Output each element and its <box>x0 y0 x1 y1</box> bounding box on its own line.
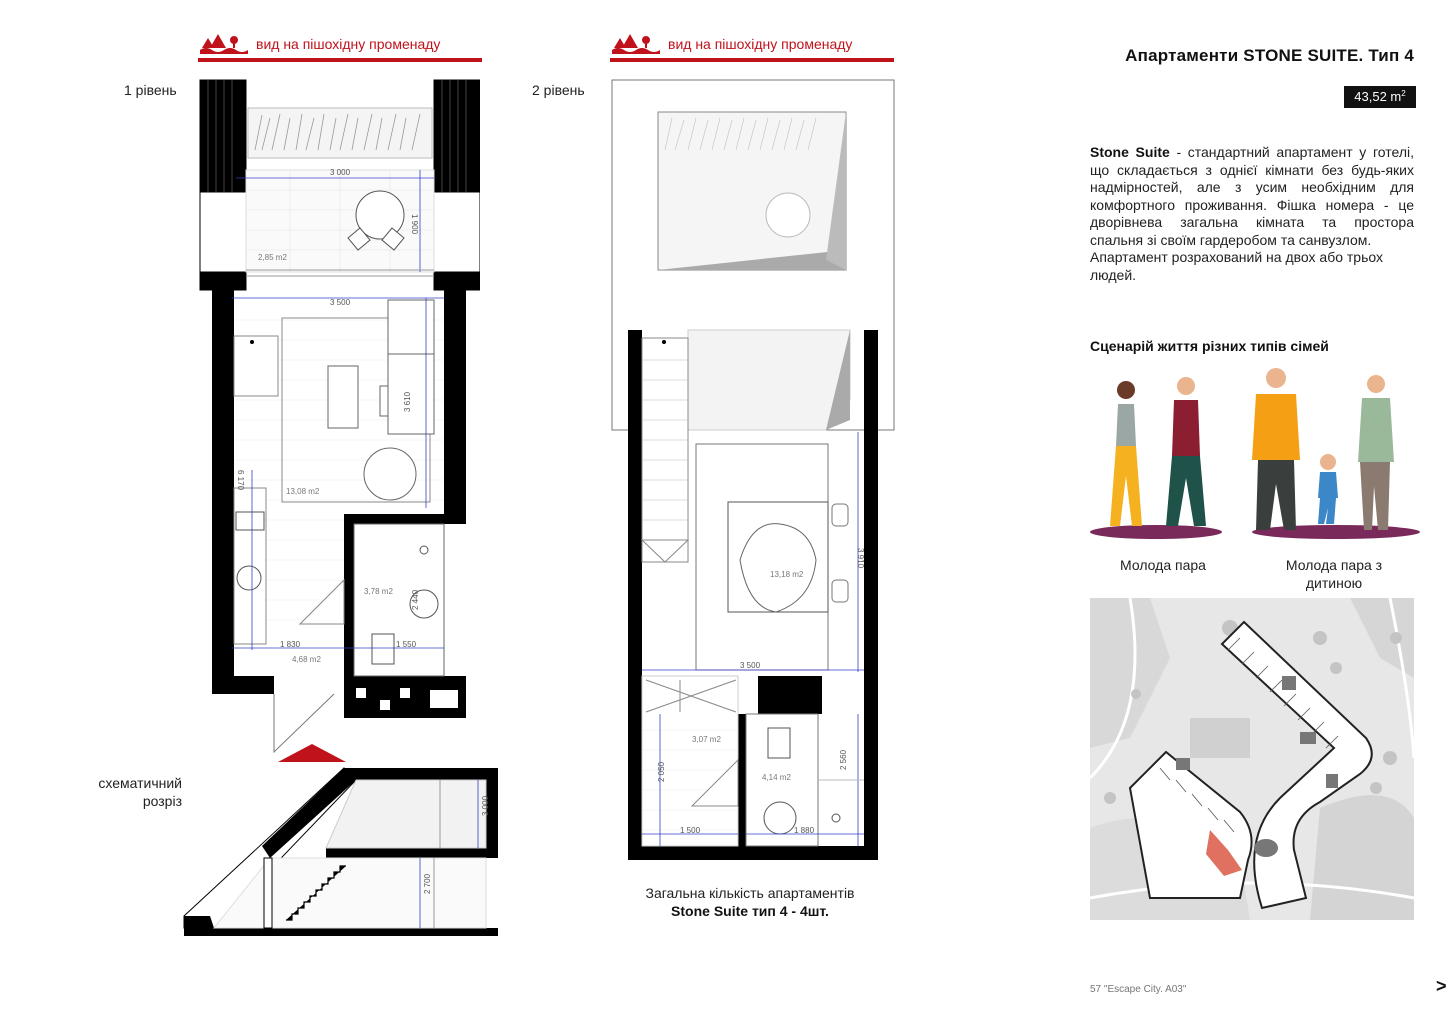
bed-height: 3 910 <box>856 548 865 569</box>
terrace-height: 1 900 <box>410 214 419 235</box>
area-badge <box>1344 86 1416 108</box>
next-page-arrow[interactable]: > <box>1436 976 1447 996</box>
bath-height: 2 440 <box>411 589 420 610</box>
promenade-icon <box>200 30 248 56</box>
view-banner-level2 <box>610 30 900 70</box>
level1-label: 1 рівень <box>124 82 177 98</box>
section-label: схематичний розріз <box>98 775 182 809</box>
area-unit-sup: 2 <box>1401 89 1406 98</box>
total-line1: Загальна кількість апартаментів <box>645 885 855 901</box>
section-upper-height: 3 000 <box>481 795 490 816</box>
bath-width: 1 550 <box>396 640 417 649</box>
bath2-width: 1 880 <box>794 826 815 835</box>
description <box>1090 144 1414 284</box>
total-height: 6 170 <box>236 470 245 491</box>
ward-area: 3,07 m2 <box>692 735 721 744</box>
living-width: 3 500 <box>330 298 351 307</box>
ward-height: 2 050 <box>657 761 666 782</box>
family-illustration <box>1090 366 1420 546</box>
page-footer: 57 "Escape City. A03" <box>1090 984 1187 995</box>
description-name: Stone Suite <box>1090 144 1170 160</box>
bath2-area: 4,14 m2 <box>762 773 791 782</box>
level2-width: 3 500 <box>740 661 761 670</box>
scenario-caption-1: Молода пара <box>1120 557 1206 573</box>
section-lower-height: 2 700 <box>423 873 432 894</box>
bath2-height: 2 560 <box>839 749 848 770</box>
area-value: 43,52 m <box>1354 89 1402 104</box>
ward-width: 1 500 <box>680 826 701 835</box>
scenario-title: Сценарій життя різних типів сімей <box>1090 338 1329 354</box>
living-height: 3 610 <box>403 391 412 412</box>
view-line <box>198 58 482 62</box>
terrace-area: 2,85 m2 <box>258 253 287 262</box>
level2-label: 2 рівень <box>532 82 585 98</box>
terrace-width: 3 000 <box>330 168 351 177</box>
total-line2: Stone Suite тип 4 - 4шт. <box>671 903 829 919</box>
bed-area: 13,18 m2 <box>770 570 804 579</box>
living-area: 13,08 m2 <box>286 487 320 496</box>
scenario-caption-2: Молода пара з дитиною <box>1285 557 1383 591</box>
promenade-icon <box>612 30 660 56</box>
description-text1: - стандартний апартамент у готелі, що складається з однієї кімнати без будь-яких надмірностей, але з усим необхідним для комфортного проживання. Фішка номера - це дворівнева загальна кімната та простора спальня зі своїм гардеробом та санвузлом. <box>1090 144 1414 248</box>
floor-plan-level2 <box>600 78 900 868</box>
description-text2: Апартамент розрахований на двох або трьох людей. <box>1090 249 1384 283</box>
apartment-total <box>590 884 910 920</box>
entry-width: 1 830 <box>280 640 301 649</box>
entry-area: 4,68 m2 <box>292 655 321 664</box>
page-title: Апартаменти STONE SUITE. Тип 4 <box>1125 46 1414 65</box>
bath-area: 3,78 m2 <box>364 587 393 596</box>
section-drawing <box>180 764 504 940</box>
view-label: вид на пішохідну променаду <box>256 36 441 52</box>
floor-plan-level1 <box>190 78 480 768</box>
view-banner-level1 <box>198 30 488 70</box>
site-map <box>1090 598 1414 920</box>
view-line <box>610 58 894 62</box>
view-label: вид на пішохідну променаду <box>668 36 853 52</box>
